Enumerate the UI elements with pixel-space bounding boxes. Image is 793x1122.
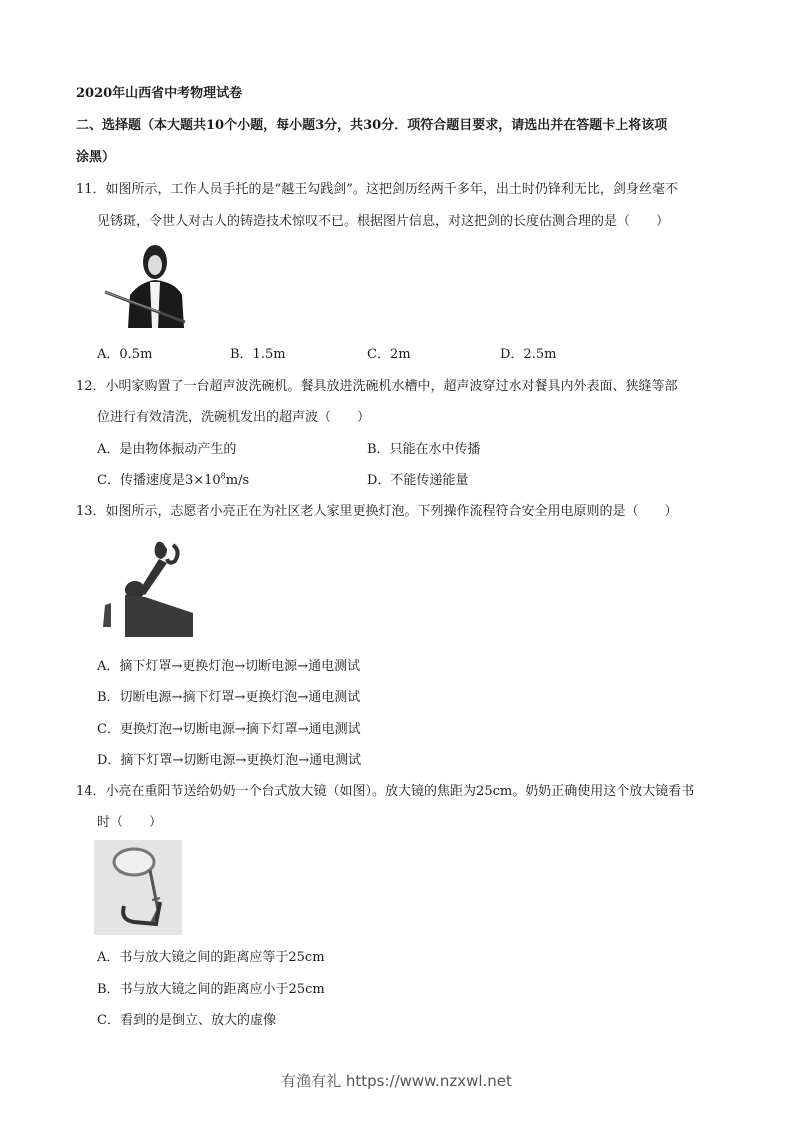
- question-stem: 如图所示，志愿者小亮正在为社区老人家里更换灯泡。下列操作流程符合安全用电原则的是（ ）: [105, 504, 678, 519]
- question-number: 11．: [76, 182, 106, 197]
- option-a[interactable]: A．书与放大镜之间的距离应等于25cm: [97, 950, 325, 965]
- option-b[interactable]: B．切断电源→摘下灯罩→更换灯泡→通电测试: [97, 690, 361, 705]
- question-stem: 如图所示，工作人员手托的是“越王勾践剑”。这把剑历经两千多年，出土时仍锋利无比，剑身丝毫不: [105, 182, 678, 197]
- question-text: [76, 375, 678, 394]
- question-text: [76, 780, 694, 799]
- question-text: [76, 500, 678, 519]
- option-b[interactable]: B．只能在水中传播: [367, 442, 481, 457]
- option-b[interactable]: B．1.5m: [230, 347, 286, 362]
- option-b[interactable]: B．书与放大镜之间的距离应小于25cm: [97, 982, 325, 997]
- volunteer-changing-bulb-figure: [95, 535, 205, 640]
- question-stem: 小亮在重阳节送给奶奶一个台式放大镜（如图）。放大镜的焦距为25cm。奶奶正确使用这个放大镜看书: [105, 784, 695, 799]
- option-a[interactable]: A．摘下灯罩→更换灯泡→切断电源→通电测试: [97, 659, 361, 674]
- unit: m/s: [225, 473, 250, 488]
- option-d[interactable]: D．摘下灯罩→切断电源→更换灯泡→通电测试: [97, 753, 362, 768]
- exam-title: 2020年山西省中考物理试卷: [76, 86, 243, 101]
- desk-magnifier-figure: [94, 840, 182, 935]
- question-number: 13．: [76, 504, 106, 519]
- question-number: 12．: [76, 379, 106, 394]
- option-c[interactable]: C．更换灯泡→切断电源→摘下灯罩→通电测试: [97, 722, 361, 737]
- section-heading: 二、选择题（本大题共10个小题，每小题3分，共30分．项符合题目要求，请选出并在答题卡上将该项: [76, 118, 668, 133]
- question-text-cont: 时（ ）: [97, 815, 163, 830]
- question-stem: 小明家购置了一台超声波洗碗机。餐具放进洗碗机水槽中，超声波穿过水对餐具内外表面、狭缝等部: [105, 379, 678, 394]
- option-c[interactable]: C．2m: [367, 347, 411, 362]
- person-holding-sword-figure: [100, 240, 195, 330]
- exponent: 8: [220, 471, 226, 481]
- option-c[interactable]: C．看到的是倒立、放大的虚像: [97, 1013, 276, 1028]
- section-heading-cont: 涂黑）: [76, 150, 116, 165]
- option-a[interactable]: A．0.5m: [97, 347, 153, 362]
- option-c-text: C．传播速度是3×10: [97, 473, 221, 488]
- question-text: [76, 178, 678, 197]
- question-text-cont: 位进行有效清洗，洗碗机发出的超声波（ ）: [97, 410, 371, 425]
- question-text-cont: 见锈斑，令世人对古人的铸造技术惊叹不已。根据图片信息，对这把剑的长度估测合理的是（ ）: [97, 214, 670, 229]
- option-a[interactable]: A．是由物体振动产生的: [97, 442, 237, 457]
- option-c[interactable]: [97, 469, 249, 488]
- option-d[interactable]: D．2.5m: [500, 347, 557, 362]
- option-d[interactable]: D．不能传递能量: [367, 473, 469, 488]
- question-number: 14．: [76, 784, 106, 799]
- watermark-footer: 有渔有礼 https://www.nzxwl.net: [281, 1072, 512, 1090]
